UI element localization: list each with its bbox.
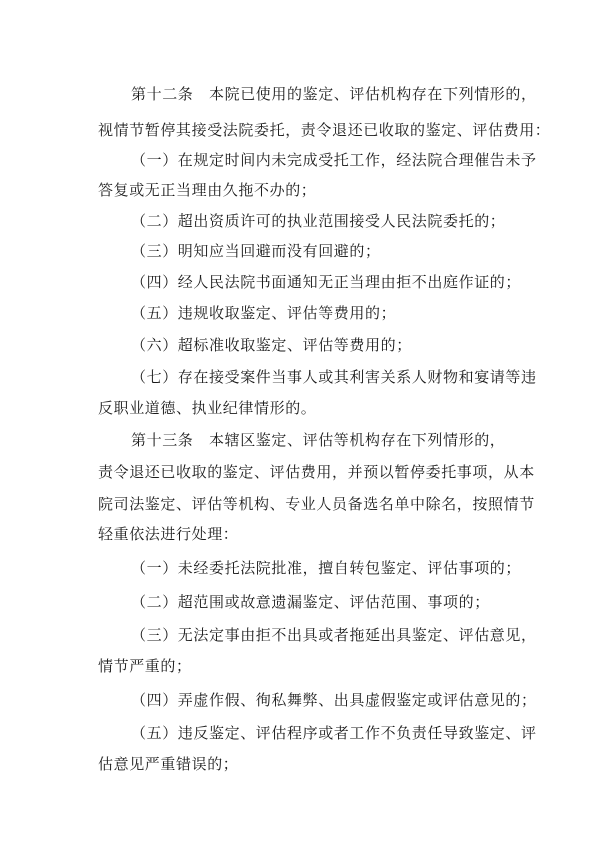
- article-13-item-4: （四）弄虚作假、徇私舞弊、出具虚假鉴定或评估意见的；: [131, 691, 537, 709]
- article-12-item-3: （三）明知应当回避而没有回避的；: [131, 242, 381, 260]
- article-12-item-5: （五）违规收取鉴定、评估等费用的；: [131, 304, 397, 322]
- article-12-body-line: 视情节暂停其接受法院委托，责令退还已收取的鉴定、评估费用：: [98, 121, 551, 139]
- article-12-item-1-cont: 答复或无正当理由久拖不办的；: [98, 181, 317, 199]
- article-13-item-3-cont: 情节严重的；: [98, 657, 192, 675]
- article-13-body-line-1: 责令退还已收取的鉴定、评估费用，并预以暂停委托事项，从本: [98, 463, 535, 481]
- article-13-body-line-2: 院司法鉴定、评估等机构、专业人员备选名单中除名，按照情节: [98, 495, 535, 513]
- article-12-item-7: （七）存在接受案件当事人或其利害关系人财物和宴请等违: [131, 368, 537, 386]
- article-12-item-1: （一）在规定时间内未完成受托工作，经法院合理催告未予: [131, 151, 537, 169]
- article-13-item-5: （五）违反鉴定、评估程序或者工作不负责任导致鉴定、评: [131, 724, 537, 742]
- article-12-item-7-cont: 反职业道德、执业纪律情形的。: [98, 399, 317, 417]
- article-12-item-4: （四）经人民法院书面通知无正当理由拒不出庭作证的；: [131, 273, 522, 291]
- article-13-item-1: （一）未经委托法院批准，擅自转包鉴定、评估事项的；: [131, 559, 522, 577]
- article-12-heading-line: 第十二条 本院已使用的鉴定、评估机构存在下列情形的，: [131, 85, 537, 103]
- article-13-item-3: （三）无法定事由拒不出具或者拖延出具鉴定、评估意见，: [131, 626, 537, 644]
- article-13-item-5-cont: 估意见严重错误的；: [98, 755, 239, 773]
- article-13-body-line-3: 轻重依法进行处理：: [98, 525, 239, 543]
- article-13-item-2: （二）超范围或故意遗漏鉴定、评估范围、事项的；: [131, 593, 490, 611]
- article-12-item-2: （二）超出资质许可的执业范围接受人民法院委托的；: [131, 212, 506, 230]
- article-13-heading-line: 第十三条 本辖区鉴定、评估等机构存在下列情形的，: [131, 431, 506, 449]
- article-12-item-6: （六）超标准收取鉴定、评估等费用的；: [131, 336, 412, 354]
